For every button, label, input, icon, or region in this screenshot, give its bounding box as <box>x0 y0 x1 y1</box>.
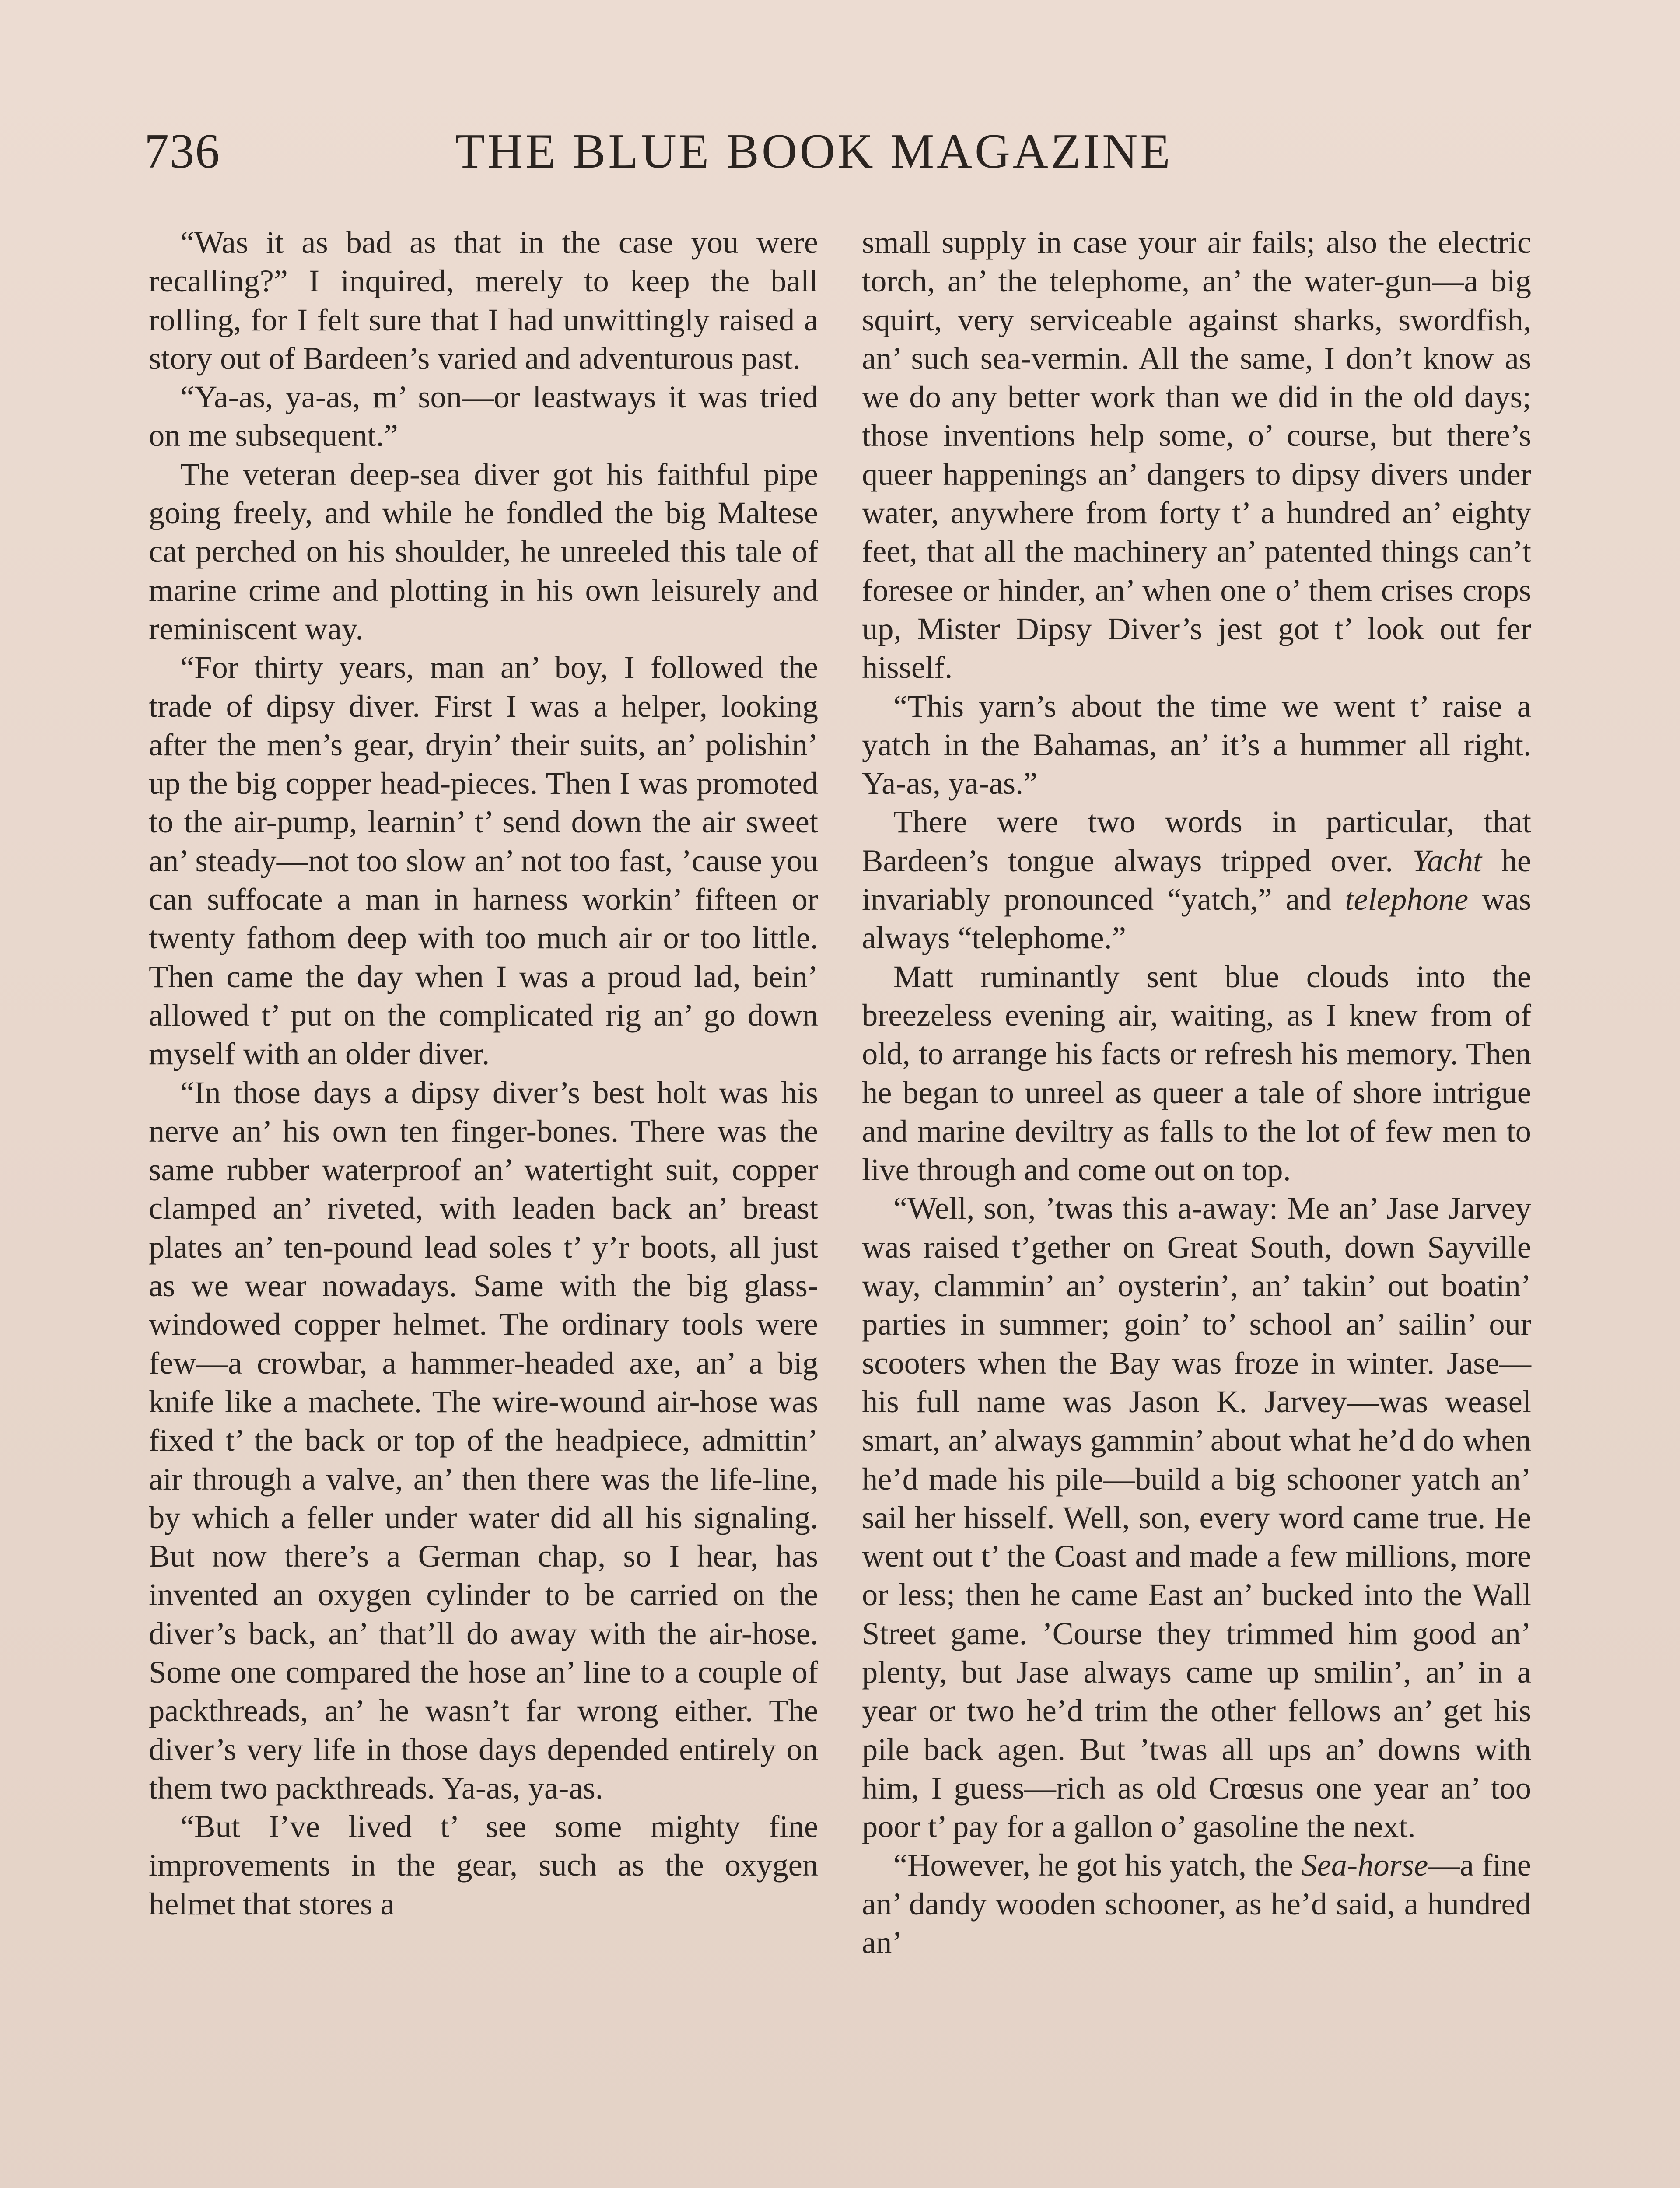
paragraph: “In those days a dipsy diver’s best holt was his nerve an’ his own ten finger-bones. There was the same rubber waterproof an’ watertight suit, copper clamped an’ riveted, with leaden back an’ breast plates an’ ten-pound lead soles t’ y’r boots, all just as we wear nowadays. Same with the big glass-windowed copper helmet. The ordinary tools were few—a crowbar, a hammer-headed axe, an’ a big knife like a machete. The wire-wound air-hose was fixed t’ the back or top of the headpiece, admittin’ air through a valve, an’ then there was the life-line, by which a feller under water did all his signaling. But now there’s a German chap, so I hear, has invented an oxygen cylinder to be carried on the diver’s back, an’ that’ll do away with the air-hose. Some one compared the hose an’ line to a couple of packthreads, an’ he wasn’t far wrong either. The diver’s very life in those days depended entirely on them two packthreads. Ya-as, ya-as. <box>149 1074 818 1806</box>
paragraph: The veteran deep-sea diver got his faithful pipe going freely, and while he fondled the big Maltese cat perched on his shoulder, he unreeled this tale of marine crime and plotting in his own leisurely and reminiscent way. <box>149 456 818 646</box>
text-run: was always “telephome.” <box>862 881 1531 956</box>
page-number: 736 <box>144 124 220 179</box>
italic-word: Yacht <box>1412 842 1482 878</box>
paragraph: “This yarn’s about the time we went t’ raise a yatch in the Bahamas, an’ it’s a hummer all right. Ya-as, ya-as.” <box>862 688 1531 801</box>
running-head: THE BLUE BOOK MAGAZINE <box>455 124 1173 179</box>
text-run: he invariably pronounced “yatch,” and <box>862 842 1532 917</box>
paragraph: Matt ruminantly sent blue clouds into the breezeless evening air, waiting, as I knew from of old, to arrange his facts or refresh his memory. Then he began to unreel as queer a tale of shore intrigue and marine deviltry as falls to the lot of few men to live through and come out on top. <box>862 958 1531 1188</box>
text-run: There were two words in particular, that Bardeen’s tongue always tripped over. <box>862 804 1531 878</box>
left-column <box>149 223 818 1923</box>
paragraph <box>862 1846 1531 1962</box>
text-run: —a fine an’ dandy wooden schooner, as he’d said, a hundred an’ <box>862 1847 1531 1960</box>
paragraph: “But I’ve lived t’ see some mighty fine improvements in the gear, such as the oxygen helmet that stores a <box>149 1809 818 1922</box>
paragraph: “Well, son, ’twas this a-away: Me an’ Jase Jarvey was raised t’gether on Great South, down Sayville way, clammin’ an’ oysterin’, an’ takin’ out boatin’ parties in summer; goin’ to’ school an’ sailin’ our scooters when the Bay was froze in winter. Jase—his full name was Jason K. Jarvey—was weasel smart, an’ always gammin’ about what he’d do when he’d made his pile—build a big schooner yatch an’ sail her hisself. Well, son, every word came true. He went out t’ the Coast and made a few millions, more or less; then he came East an’ bucked into the Wall Street game. ’Course they trimmed him good an’ plenty, but Jase always came up smilin’, an’ in a year or two he’d trim the other fellows an’ get his pile back agen. But ’twas all ups an’ downs with him, I guess—rich as old Crœsus one year an’ too poor t’ pay for a gallon o’ gasoline the next. <box>862 1190 1531 1844</box>
paragraph: “For thirty years, man an’ boy, I followed the trade of dipsy diver. First I was a helper, looking after the men’s gear, dryin’ their suits, an’ polishin’ up the big copper head-pieces. Then I was promoted to the air-pump, learnin’ t’ send down the air sweet an’ steady—not too slow an’ not too fast, ’cause you can suffocate a man in harness workin’ fifteen or twenty fathom deep with too much air or too little. Then came the day when I was a proud lad, bein’ allowed t’ put on the complicated rig an’ go down myself with an older diver. <box>149 649 818 1072</box>
paragraph: small supply in case your air fails; also the electric torch, an’ the telephome, an’ the water-gun—a big squirt, very serviceable against sharks, swordfish, an’ such sea-vermin. All the same, I don’t know as we do any better work than we did in the old days; those inventions help some, o’ course, but there’s queer happenings an’ dangers to dipsy divers under water, anywhere from forty t’ a hundred an’ eighty feet, that all the machinery an’ patented things can’t foresee or hinder, an’ when one o’ them crises crops up, Mister Dipsy Diver’s jest got t’ look out fer hisself. <box>862 224 1531 685</box>
right-column <box>862 223 1531 1962</box>
italic-word: Sea-horse <box>1301 1847 1428 1883</box>
paragraph: “Was it as bad as that in the case you were recalling?” I inquired, merely to keep the ball rolling, for I felt sure that I had unwittingly raised a story out of Bardeen’s varied and adventurous past. <box>149 224 818 376</box>
italic-word: telephone <box>1345 881 1469 917</box>
text-run: “However, he got his yatch, the <box>893 1847 1302 1883</box>
paragraph: “Ya-as, ya-as, m’ son—or leastways it was tried on me subsequent.” <box>149 379 818 453</box>
paragraph <box>862 803 1531 957</box>
